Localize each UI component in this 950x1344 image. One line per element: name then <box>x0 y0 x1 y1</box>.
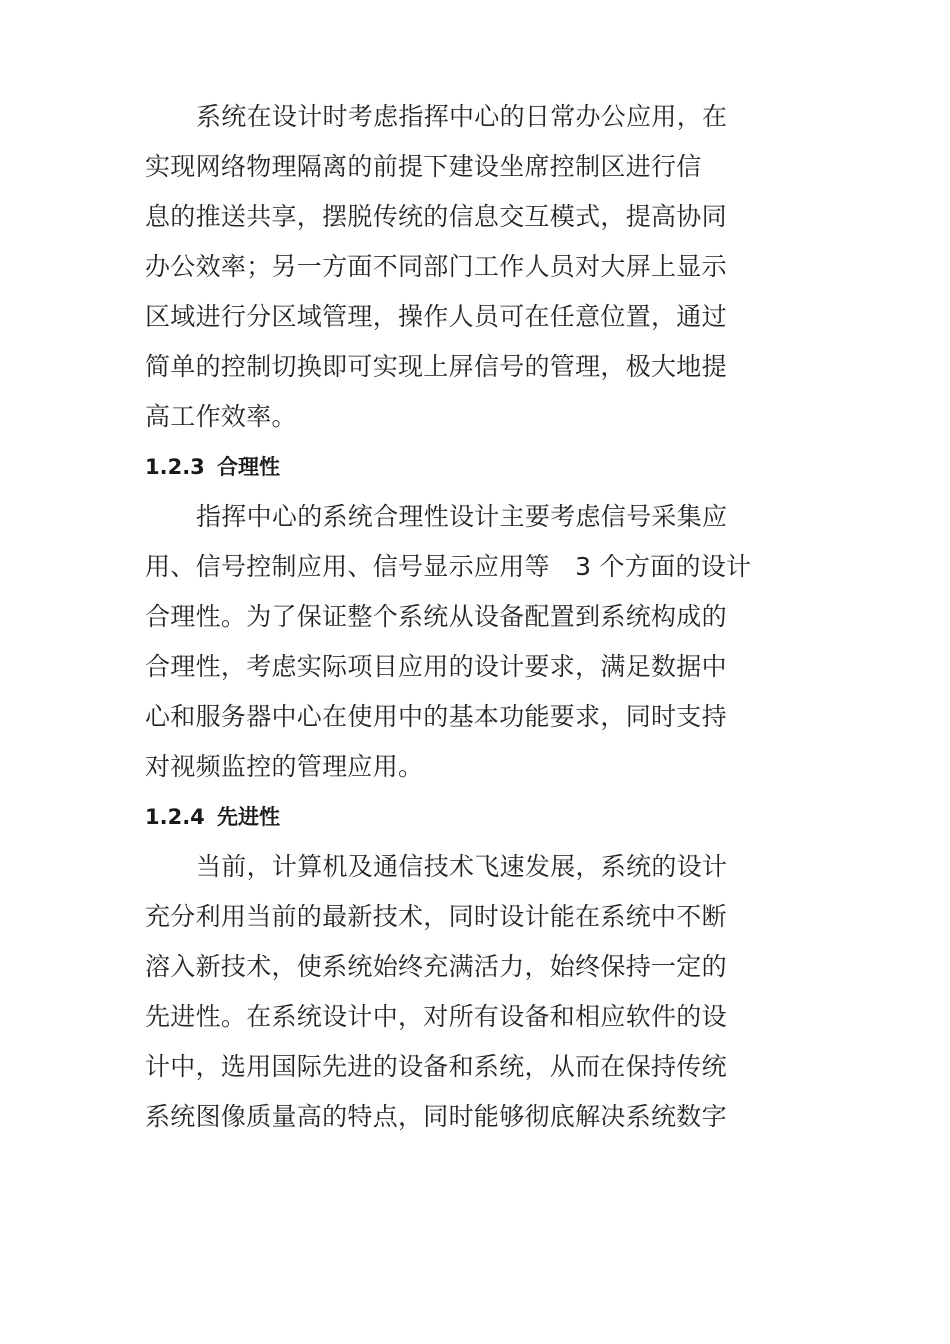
paragraph-line: 计中，选用国际先进的设备和系统，从而在保持传统 <box>145 1052 727 1081</box>
paragraph-line: 指挥中心的系统合理性设计主要考虑信号采集应 <box>196 502 728 531</box>
paragraph-line: 系统在设计时考虑指挥中心的日常办公应用，在 <box>196 102 728 131</box>
paragraph-line: 高工作效率。 <box>145 402 297 431</box>
section-title: 先进性 <box>217 805 280 829</box>
section-number: 1.2.4 <box>145 805 205 829</box>
paragraph-line: 实现网络物理隔离的前提下建设坐席控制区进行信 <box>145 152 702 181</box>
section-heading-1-2-3 <box>145 454 280 480</box>
paragraph-line: 溶入新技术，使系统始终充满活力，始终保持一定的 <box>145 952 727 981</box>
paragraph-line: 区域进行分区域管理，操作人员可在任意位置，通过 <box>145 302 727 331</box>
paragraph-line: 息的推送共享，摆脱传统的信息交互模式，提高协同 <box>145 202 727 231</box>
paragraph-line: 用、信号控制应用、信号显示应用等 3 个方面的设计 <box>145 552 752 581</box>
section-number: 1.2.3 <box>145 455 205 479</box>
paragraph-line: 对视频监控的管理应用。 <box>145 752 424 781</box>
paragraph-line: 简单的控制切换即可实现上屏信号的管理，极大地提 <box>145 352 727 381</box>
section-title: 合理性 <box>217 455 280 479</box>
paragraph-line: 充分利用当前的最新技术，同时设计能在系统中不断 <box>145 902 727 931</box>
paragraph-line: 合理性，考虑实际项目应用的设计要求，满足数据中 <box>145 652 727 681</box>
paragraph-line: 心和服务器中心在使用中的基本功能要求，同时支持 <box>145 702 727 731</box>
paragraph-line: 合理性。为了保证整个系统从设备配置到系统构成的 <box>145 602 727 631</box>
paragraph-line: 当前，计算机及通信技术飞速发展，系统的设计 <box>196 852 728 881</box>
paragraph-line: 系统图像质量高的特点，同时能够彻底解决系统数字 <box>145 1102 727 1131</box>
paragraph-line: 先进性。在系统设计中，对所有设备和相应软件的设 <box>145 1002 727 1031</box>
section-heading-1-2-4 <box>145 804 280 830</box>
paragraph-line: 办公效率；另一方面不同部门工作人员对大屏上显示 <box>145 252 727 281</box>
